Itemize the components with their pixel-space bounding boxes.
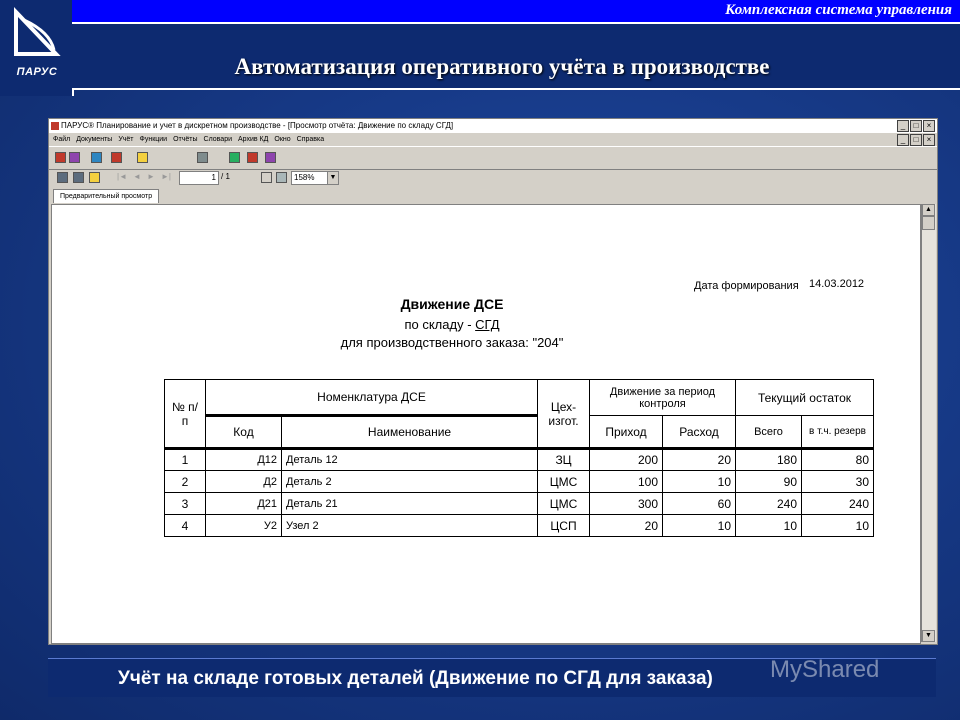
report-title: Движение ДСЕ (400, 296, 504, 312)
menu-help[interactable]: Справка (296, 136, 325, 143)
header-movement: Движение за период контроля (590, 380, 736, 416)
date-value: 14.03.2012 (809, 278, 865, 290)
cell-code: Д21 (206, 493, 282, 515)
header-reserve: в т.ч. резерв (802, 416, 874, 449)
cell-code: Д2 (206, 471, 282, 493)
header-nomenclature: Номенклатура ДСЕ (206, 380, 538, 416)
cell-num: 4 (165, 515, 206, 537)
header-divider (72, 88, 960, 90)
top-caption: Комплексная система управления (725, 2, 952, 18)
tool-icon-4[interactable] (111, 152, 122, 163)
cell-name: Узел 2 (282, 515, 538, 537)
last-page-icon[interactable]: ►| (161, 172, 171, 181)
close-preview-icon[interactable] (261, 172, 272, 183)
date-label: Дата формирования (694, 280, 799, 292)
preview-toolbar (49, 169, 919, 189)
cell-name: Деталь 21 (282, 493, 538, 515)
header-expense: Расход (663, 416, 736, 449)
menu-reports[interactable]: Отчёты (173, 136, 198, 143)
store-prefix: по складу - (404, 317, 476, 332)
store-name: СГД (475, 317, 500, 332)
cell-num: 2 (165, 471, 206, 493)
cell-reserve: 240 (802, 493, 874, 515)
sail-logo-icon (6, 6, 66, 64)
scroll-down-icon[interactable]: ▼ (922, 630, 935, 642)
tool-icon-7[interactable] (229, 152, 240, 163)
cell-name: Деталь 2 (282, 471, 538, 493)
tool-icon-5[interactable] (137, 152, 148, 163)
close-button[interactable]: × (923, 120, 935, 132)
print-icon[interactable] (57, 172, 68, 183)
caption-text: Учёт на складе готовых деталей (Движение по СГД для заказа) (118, 668, 713, 689)
setup-icon[interactable] (73, 172, 84, 183)
app-window (48, 118, 938, 645)
menu-dictionaries[interactable]: Словари (203, 136, 232, 143)
menu-window[interactable]: Окно (274, 136, 291, 143)
vertical-scrollbar[interactable] (921, 204, 936, 642)
minimize-button[interactable]: _ (897, 120, 909, 132)
menu-archive[interactable]: Архив КД (238, 136, 269, 143)
cell-total: 180 (736, 449, 802, 471)
table-row (165, 471, 874, 493)
zoom-value: 158% (294, 173, 315, 182)
prev-page-icon[interactable]: ◄ (133, 172, 141, 181)
menu-accounting[interactable]: Учёт (118, 136, 134, 143)
header-name: Наименование (282, 416, 538, 449)
cell-expense: 20 (663, 449, 736, 471)
cell-shop: ЦСП (538, 515, 590, 537)
first-page-icon[interactable]: |◄ (117, 172, 127, 181)
window-title: ПАРУС® Планирование и учет в дискретном производстве - [Просмотр отчёта: Движение по складу СГД] (61, 121, 454, 130)
next-page-icon[interactable]: ► (147, 172, 155, 181)
report-store-line (252, 317, 652, 332)
brand-name: ПАРУС (16, 66, 58, 78)
menu-documents[interactable]: Документы (76, 136, 113, 143)
header-income: Приход (590, 416, 663, 449)
cell-code: У2 (206, 515, 282, 537)
cell-income: 300 (590, 493, 663, 515)
app-icon (51, 122, 59, 130)
page-total: / 1 (221, 172, 230, 181)
menu-file[interactable]: Файл (53, 136, 71, 143)
report-preview (51, 204, 921, 644)
cell-name: Деталь 12 (282, 449, 538, 471)
tool-icon-1[interactable] (55, 152, 66, 163)
table-row (165, 449, 874, 471)
cell-income: 100 (590, 471, 663, 493)
tool-icon-6[interactable] (197, 152, 208, 163)
cell-expense: 10 (663, 515, 736, 537)
zoom-select[interactable] (291, 171, 339, 185)
slide-title: Автоматизация оперативного учёта в производстве (234, 54, 770, 79)
header-total: Всего (736, 416, 802, 449)
doc-minimize-button[interactable]: _ (897, 134, 909, 146)
tool-icon-3[interactable] (91, 152, 102, 163)
cell-num: 1 (165, 449, 206, 471)
cell-shop: ЗЦ (538, 449, 590, 471)
menubar (49, 133, 937, 146)
find-icon[interactable] (276, 172, 287, 183)
watermark: MyShared (770, 656, 880, 683)
cell-num: 3 (165, 493, 206, 515)
open-icon[interactable] (89, 172, 100, 183)
tab-strip (49, 189, 937, 203)
top-bar (72, 0, 960, 22)
tool-icon-9[interactable] (265, 152, 276, 163)
cell-shop: ЦМС (538, 471, 590, 493)
report-table (164, 379, 874, 537)
menu-functions[interactable]: Функции (139, 136, 168, 143)
header-num: № п/п (165, 380, 206, 449)
cell-reserve: 10 (802, 515, 874, 537)
cell-total: 240 (736, 493, 802, 515)
brand-logo (0, 0, 74, 96)
main-toolbar (49, 146, 937, 170)
maximize-button[interactable]: □ (910, 120, 922, 132)
cell-reserve: 30 (802, 471, 874, 493)
cell-income: 20 (590, 515, 663, 537)
cell-shop: ЦМС (538, 493, 590, 515)
report-order-line: для производственного заказа: "204" (340, 335, 564, 350)
header-code: Код (206, 416, 282, 449)
scroll-up-icon[interactable]: ▲ (922, 204, 935, 216)
cell-income: 200 (590, 449, 663, 471)
cell-expense: 60 (663, 493, 736, 515)
table-row (165, 515, 874, 537)
page-input[interactable]: 1 (179, 171, 219, 185)
cell-total: 90 (736, 471, 802, 493)
tool-icon-2[interactable] (69, 152, 80, 163)
cell-reserve: 80 (802, 449, 874, 471)
window-titlebar[interactable] (49, 119, 937, 133)
header-shop: Цех-изгот. (538, 380, 590, 449)
doc-restore-button[interactable]: □ (910, 134, 922, 146)
chevron-down-icon[interactable]: ▼ (327, 172, 338, 184)
doc-close-button[interactable]: × (923, 134, 935, 146)
cell-code: Д12 (206, 449, 282, 471)
tool-icon-8[interactable] (247, 152, 258, 163)
header-balance: Текущий остаток (736, 380, 874, 416)
tab-preview[interactable]: Предварительный просмотр (53, 189, 159, 203)
table-row (165, 493, 874, 515)
scroll-thumb[interactable] (922, 216, 935, 230)
cell-total: 10 (736, 515, 802, 537)
cell-expense: 10 (663, 471, 736, 493)
